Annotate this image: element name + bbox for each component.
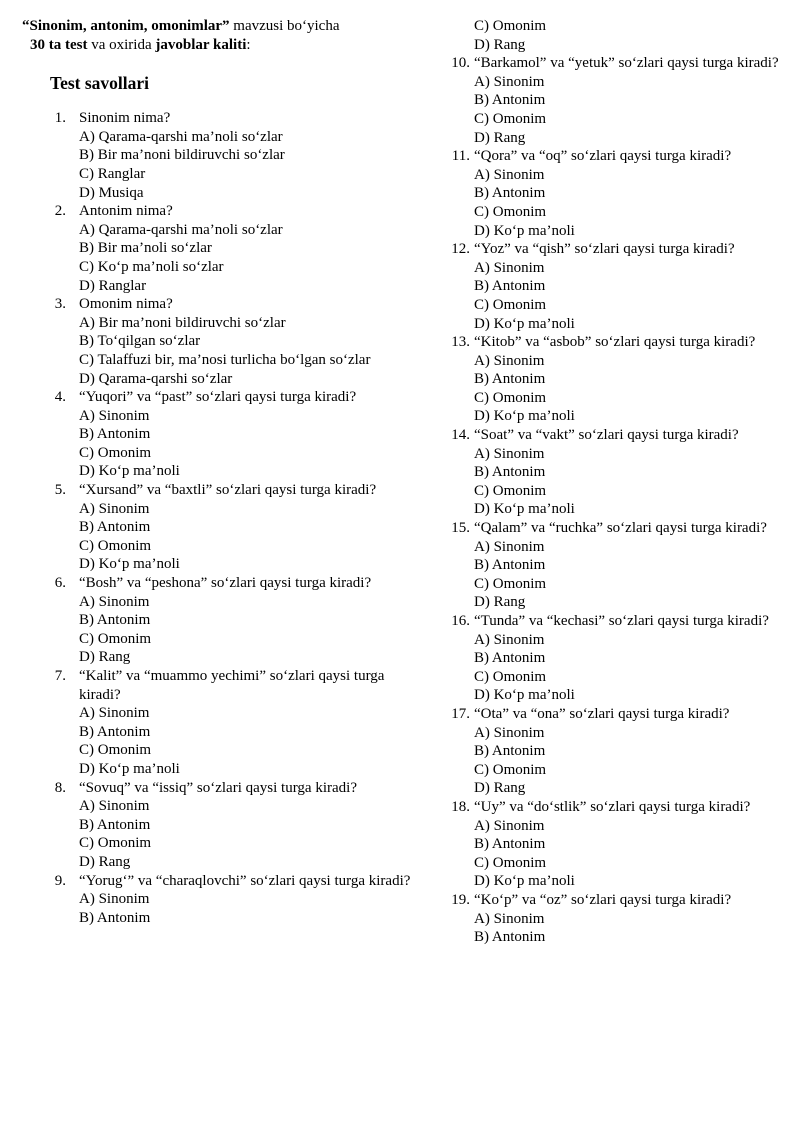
answer-option: C) Omonim [79,444,152,461]
topic-title-suffix: mavzusi bo‘yicha [229,18,340,34]
question-item [22,481,417,574]
answer-option: C) Omonim [474,668,547,685]
answer-option: A) Sinonim [474,352,545,369]
question-text: Sinonim nima? [79,110,171,127]
question-text: “Xursand” va “baxtli” so‘zlari qaysi turga kiradi? [79,482,377,499]
answer-option: C) Omonim [79,835,152,852]
question-number: 6. [54,575,66,592]
question-text: “Kitob” va “asbob” so‘zlari qaysi turga kiradi? [474,334,756,351]
answer-option: A) Sinonim [474,445,545,462]
question-number: 8. [54,779,66,796]
question-item [22,574,417,667]
answer-option: B) Bir ma’noni bildiruvchi so‘zlar [79,147,285,164]
answer-key-label: javoblar kaliti [155,36,247,53]
question-item [22,872,417,928]
answer-option: B) Antonim [79,909,151,926]
left-column [22,17,417,927]
question-number: 18. [451,798,470,815]
answer-option: A) Sinonim [474,73,545,90]
answer-option: B) Antonim [474,929,546,946]
answer-option: A) Sinonim [79,593,150,610]
answer-option: B) Bir ma’noli so‘zlar [79,240,212,257]
question-item [22,109,417,202]
question-number: 1. [54,110,66,127]
question-list-right [447,17,787,947]
intro-colon: : [246,36,251,53]
answer-option: A) Sinonim [474,538,545,555]
question-text: “Yuqori” va “past” so‘zlari qaysi turga kiradi? [79,389,357,406]
question-item [447,798,787,891]
answer-option: D) Ko‘p ma’noli [474,315,575,332]
intro-line-1 [22,17,417,36]
question-item [447,426,787,519]
answer-option: A) Sinonim [79,407,150,424]
answer-option: D) Musiqa [79,184,144,201]
question-item [22,667,417,779]
question-text: “Kalit” va “muammo yechimi” so‘zlari qaysi turga kiradi? [79,668,385,703]
question-text: “Uy” va “do‘stlik” so‘zlari qaysi turga kiradi? [474,798,751,815]
answer-option: B) Antonim [79,816,151,833]
answer-option: D) Rang [474,780,526,797]
document-intro [22,17,417,54]
topic-title: “Sinonim, antonim, omonimlar” [22,18,230,34]
answer-option: A) Sinonim [79,500,150,517]
question-item [447,519,787,612]
question-text: “Sovuq” va “issiq” so‘zlari qaysi turga kiradi? [79,779,357,796]
answer-option: B) Antonim [79,426,151,443]
answer-option: D) Ko‘p ma’noli [79,556,180,573]
answer-option: D) Ko‘p ma’noli [474,222,575,239]
answer-option: C) Omonim [474,389,547,406]
question-number: 11. [451,148,470,165]
answer-option: D) Ko‘p ma’noli [474,501,575,518]
answer-option: B) Antonim [474,836,546,853]
question-number: 17. [451,705,470,722]
answer-option: B) Antonim [474,278,546,295]
question-text: “Tunda” va “kechasi” so‘zlari qaysi turga kiradi? [474,613,769,629]
question-item [22,388,417,481]
answer-option: B) To‘qilgan so‘zlar [79,333,201,350]
answer-option: C) Omonim [474,18,547,34]
question-text: “Soat” va “vakt” so‘zlari qaysi turga kiradi? [474,427,739,444]
answer-option: C) Omonim [474,482,547,499]
question-text: Antonim nima? [79,203,173,220]
answer-option: C) Omonim [474,854,547,871]
answer-option: A) Sinonim [79,891,150,908]
question-text: “Yoz” va “qish” so‘zlari qaysi turga kiradi? [474,241,735,258]
answer-option: D) Ko‘p ma’noli [79,463,180,480]
question-text: “Bosh” va “peshona” so‘zlari qaysi turga kiradi? [79,575,372,592]
test-count: 30 ta test [30,36,88,53]
question-text: “Barkamol” va “yetuk” so‘zlari qaysi turga kiradi? [474,55,779,72]
question-number: 16. [451,613,470,629]
question-item [447,891,787,947]
answer-option: A) Sinonim [79,798,150,815]
question-text: “Qalam” va “ruchka” so‘zlari qaysi turga kiradi? [474,520,767,537]
question-item [447,54,787,147]
answer-option: A) Sinonim [474,724,545,741]
question-text: “Ko‘p” va “oz” so‘zlari qaysi turga kiradi? [474,891,732,908]
question-number: 3. [54,296,66,313]
answer-option: D) Ko‘p ma’noli [474,408,575,425]
answer-option: A) Qarama-qarshi ma’noli so‘zlar [79,128,283,145]
question-item [447,705,787,798]
answer-option: B) Antonim [79,519,151,536]
answer-option: B) Antonim [79,723,151,740]
question-number: 9. [54,872,66,889]
section-heading-text: Test savollari [50,73,150,94]
question-item [22,202,417,295]
question-text: “Qora” va “oq” so‘zlari qaysi turga kiradi? [474,148,732,165]
answer-option: B) Antonim [474,743,546,760]
answer-option: C) Omonim [474,110,547,127]
answer-option: C) Omonim [474,203,547,220]
question-number: 5. [54,482,66,499]
question-item [447,333,787,426]
answer-option: A) Sinonim [79,705,150,722]
answer-option: B) Antonim [79,612,151,629]
intro-line-2 [22,36,417,55]
answer-option: C) Omonim [79,537,152,554]
question-number: 7. [54,668,66,684]
intro-connector: va oxirida [87,36,156,53]
answer-option: B) Antonim [474,371,546,388]
question-text: “Ota” va “ona” so‘zlari qaysi turga kiradi? [474,705,730,722]
answer-option: C) Omonim [474,761,547,778]
question-item [22,295,417,388]
answer-option: C) Omonim [474,296,547,313]
question-number: 4. [54,389,66,406]
answer-option: D) Ko‘p ma’noli [474,873,575,890]
question-text: Omonim nima? [79,296,173,313]
answer-option: A) Sinonim [474,631,545,648]
question-item [447,147,787,240]
answer-option: A) Sinonim [474,817,545,834]
answer-option: C) Omonim [79,742,152,759]
question-number: 2. [54,203,66,220]
question-text: “Yorug‘” va “charaqlovchi” so‘zlari qaysi turga kiradi? [79,872,411,889]
answer-option: D) Ranglar [79,277,147,294]
answer-option: C) Ko‘p ma’noli so‘zlar [79,258,224,275]
question-item [447,240,787,333]
answer-option: C) Omonim [79,630,152,647]
answer-option: D) Rang [79,649,131,666]
answer-option: D) Rang [474,129,526,146]
answer-option: C) Ranglar [79,165,146,182]
answer-option: A) Sinonim [474,910,545,927]
question-item-continued [447,17,787,54]
answer-option: B) Antonim [474,650,546,667]
answer-option: B) Antonim [474,185,546,202]
answer-option: C) Omonim [474,575,547,592]
question-number: 14. [451,427,470,444]
answer-option: D) Ko‘p ma’noli [474,687,575,704]
question-item [22,779,417,872]
question-number: 15. [451,520,470,537]
answer-option: D) Rang [79,853,131,870]
answer-option: A) Sinonim [474,259,545,276]
answer-option: B) Antonim [474,464,546,481]
answer-option: A) Bir ma’noni bildiruvchi so‘zlar [79,314,286,331]
answer-option: A) Sinonim [474,166,545,183]
answer-option: B) Antonim [474,557,546,574]
right-column [447,17,787,947]
answer-option: D) Rang [474,36,526,53]
question-number: 10. [451,55,470,72]
answer-option: A) Qarama-qarshi ma’noli so‘zlar [79,221,283,238]
section-heading [32,72,417,94]
question-number: 12. [451,241,470,258]
question-list-left [22,109,417,927]
answer-option: D) Qarama-qarshi so‘zlar [79,370,233,387]
answer-option: B) Antonim [474,92,546,109]
answer-option: D) Ko‘p ma’noli [79,760,180,777]
question-number: 13. [451,334,470,351]
question-item [447,612,787,705]
question-number: 19. [451,891,470,908]
answer-option: D) Rang [474,594,526,611]
answer-option: C) Talaffuzi bir, ma’nosi turlicha bo‘lgan so‘zlar [79,351,371,368]
